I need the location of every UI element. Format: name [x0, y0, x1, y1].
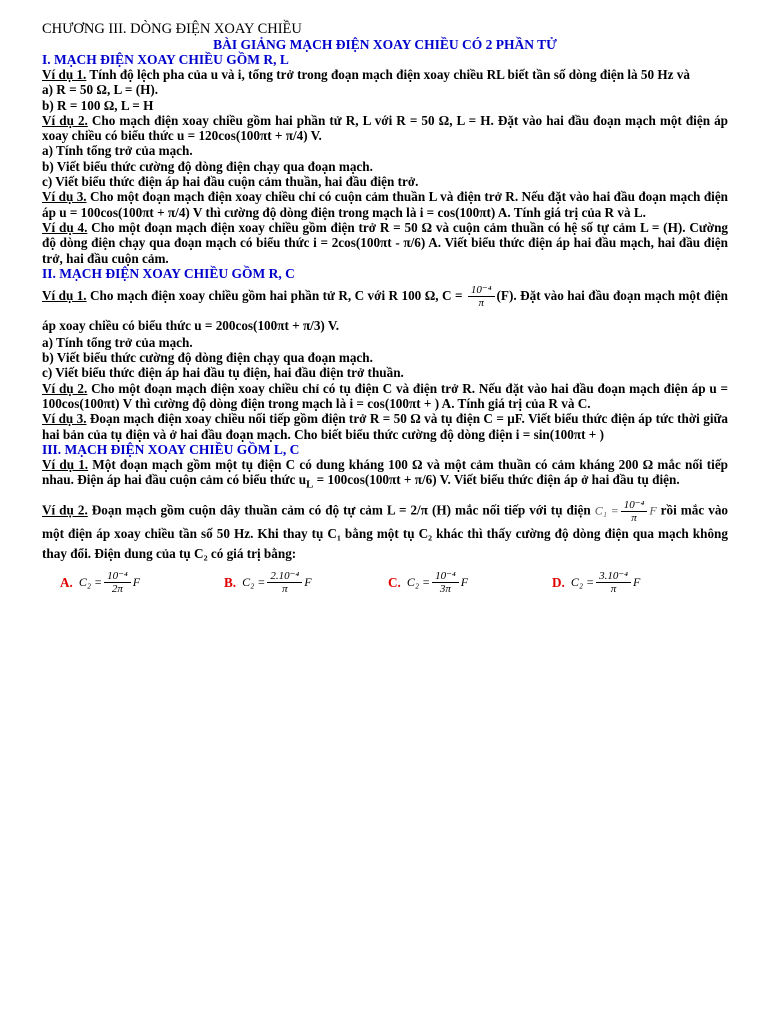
example-line: b) R = 100 Ω, L = H	[42, 97, 154, 113]
fraction-numerator: 2.10⁻⁴	[267, 570, 302, 583]
example-text: Đoạn mạch gồm cuộn dây thuần cảm có độ tự cảm L = 2/π (H) mắc nối tiếp với tụ điện	[87, 502, 595, 518]
fraction-numerator: 10⁻⁴	[104, 570, 131, 583]
section-1-example-4	[42, 220, 728, 266]
example-label: Ví dụ 3.	[42, 189, 87, 205]
section-3-example-1	[42, 457, 728, 493]
fraction-denominator: π	[478, 297, 484, 310]
section-1-example-3	[42, 189, 728, 220]
section-1-heading: I. MẠCH ĐIỆN XOAY CHIỀU GỒM R, L	[42, 52, 289, 67]
example-text: Cho mạch điện xoay chiều gồm hai phần tử R, L với R = 50 Ω, L = H. Đặt vào hai đầu đoạn mạch một điện áp xoay chiều có biểu thức u = 120cos(100πt + π/4) V.	[42, 112, 728, 144]
example-text: Cho một đoạn mạch điện xoay chiều gồm điện trở R = 50 Ω và cuộn cảm thuần có hệ số tự cảm L = (H). Cường độ dòng điện chạy qua đoạn mạch có biểu thức i = 2cos(100πt - π/6) A. Viết biểu thức điện áp hai đầu mạch, hai đầu điện trở, hai đầu cuộn cảm.	[42, 219, 728, 266]
section-1-example-2	[42, 113, 728, 144]
answer-option-c[interactable]	[388, 570, 552, 595]
example-line: a) R = 50 Ω, L = (H).	[42, 82, 159, 98]
fraction-numerator: 3.10⁻⁴	[596, 570, 631, 583]
c1-lhs: C₁ =	[594, 503, 619, 518]
example-text: Cho một đoạn mạch điện xoay chiều chỉ có tụ điện C và điện trở R. Nếu đặt vào hai đầu đoạn mạch điện áp u = 100cos(100πt) V thì cường độ dòng điện trong mạch là i = cos(100πt + ) A. Tính giá trị của R và C.	[42, 380, 728, 412]
fraction-numerator: 10⁻⁴	[468, 284, 495, 297]
answer-unit: F	[460, 575, 469, 590]
answer-option-a[interactable]	[60, 570, 224, 595]
example-line: a) Tính tổng trở của mạch.	[42, 334, 193, 350]
example-label: Ví dụ 3.	[42, 411, 87, 427]
answer-fraction	[596, 570, 631, 595]
answer-lhs: C₂ =	[242, 575, 266, 590]
answer-lhs: C₂ =	[406, 575, 431, 590]
section-2-example-3	[42, 411, 728, 442]
lesson-title: BÀI GIẢNG MẠCH ĐIỆN XOAY CHIỀU CÓ 2 PHẦN TỬ	[213, 37, 557, 52]
fraction-denominator: π	[610, 583, 617, 596]
answer-letter: D.	[552, 575, 565, 591]
answer-letter: C.	[388, 575, 401, 591]
document-content	[42, 20, 728, 595]
fraction-denominator: 3π	[439, 583, 451, 596]
example-line: c) Viết biểu thức điện áp hai đầu tụ điện, hai đầu điện trở thuần.	[42, 365, 404, 381]
fraction-denominator: π	[631, 512, 637, 525]
example-label: Ví dụ 2.	[42, 502, 88, 518]
answer-formula	[571, 570, 641, 595]
example-label: Ví dụ 1.	[42, 287, 87, 303]
example-text: Một đoạn mạch gồm một tụ điện C có dung kháng 100 Ω và một cảm thuần có cảm kháng 200 Ω mắc nối tiếp nhau. Điện áp hai đầu cuộn cảm có biểu thức u	[42, 456, 729, 488]
fraction-numerator: 10⁻⁴	[621, 499, 648, 512]
answer-fraction	[267, 570, 302, 595]
answer-letter: A.	[60, 575, 73, 591]
answer-option-b[interactable]	[224, 570, 388, 595]
answer-unit: F	[304, 575, 312, 590]
section-2-example-1	[42, 281, 728, 341]
capacitance-fraction	[468, 284, 495, 309]
example-label: Ví dụ 1.	[42, 456, 89, 472]
section-3-heading: III. MẠCH ĐIỆN XOAY CHIỀU GỒM L, C	[42, 441, 300, 457]
chapter-heading: CHƯƠNG III. DÒNG ĐIỆN XOAY CHIỀU	[42, 21, 302, 37]
answer-option-d[interactable]	[552, 570, 716, 595]
c1-unit: F	[649, 503, 657, 518]
example-text: = 100cos(100πt + π/6) V. Viết biểu thức điện áp ở hai đầu tụ điện.	[313, 472, 680, 488]
example-label: Ví dụ 2.	[42, 380, 88, 396]
example-line: a) Tính tổng trở của mạch.	[42, 143, 193, 159]
answer-fraction	[432, 570, 459, 595]
example-line: b) Viết biểu thức cường độ dòng điện chạy qua đoạn mạch.	[42, 158, 373, 174]
answer-letter: B.	[224, 575, 237, 591]
answer-fraction	[104, 570, 131, 595]
answer-unit: F	[132, 575, 141, 590]
example-label: Ví dụ 2.	[42, 112, 88, 128]
answer-formula	[242, 570, 312, 595]
section-1-example-1	[42, 67, 728, 82]
answer-unit: F	[633, 575, 641, 590]
example-text: rồi mắc vào một điện áp xoay chiều tần số 50 Hz. Khi thay tụ C₁ bằng một tụ C₂ khác thì thấy cường độ dòng điện qua mạch không thay đổi. Điện dung của tụ C₂ có giá trị bằng:	[42, 502, 729, 562]
example-text: Cho một đoạn mạch điện xoay chiều chỉ có cuộn cảm thuần L và điện trở R. Nếu đặt vào hai đầu đoạn mạch điện áp u = 100cos(100πt + π/4) V thì cường độ dòng điện trong mạch là i = cos(100πt) A. Tính giá trị của R và L.	[42, 189, 729, 220]
example-text: Cho mạch điện xoay chiều gồm hai phần tử R, C với R 100 Ω, C =	[86, 287, 466, 303]
example-text: Tính độ lệch pha của u và i, tổng trở trong đoạn mạch điện xoay chiều RL biết tần số dòng điện là 50 Hz và	[86, 67, 690, 82]
answer-formula	[407, 570, 468, 595]
answer-formula	[79, 570, 140, 595]
fraction-numerator: 10⁻⁴	[432, 570, 459, 583]
subscript: L	[306, 478, 314, 491]
c1-fraction	[621, 499, 648, 524]
section-2-heading: II. MẠCH ĐIỆN XOAY CHIỀU GỒM R, C	[42, 265, 295, 281]
example-text: Đoạn mạch điện xoay chiều nối tiếp gồm điện trở R = 50 Ω và tụ điện C = μF. Viết biểu thức điện áp tức thời giữa hai bản của tụ điện và ở hai đầu đoạn mạch. Cho biết biểu thức cường độ dòng điện i = sin(100πt + )	[42, 411, 728, 442]
answer-options	[42, 570, 728, 595]
example-label: Ví dụ 1.	[42, 67, 87, 82]
answer-lhs: C₂ =	[570, 575, 595, 590]
section-3-example-2	[42, 499, 728, 564]
example-text: (F). Đặt vào hai đầu đoạn mạch một điện áp xoay chiều có biểu thức u = 200cos(100πt + π/3) V.	[42, 287, 729, 333]
example-line: b) Viết biểu thức cường độ dòng điện chạy qua đoạn mạch.	[42, 350, 373, 366]
section-2-example-2	[42, 381, 728, 412]
example-label: Ví dụ 4.	[42, 219, 88, 235]
fraction-denominator: 2π	[111, 583, 123, 596]
example-line: c) Viết biểu thức điện áp hai đầu cuộn cảm thuần, hai đầu điện trở.	[42, 174, 419, 190]
fraction-denominator: π	[282, 583, 288, 596]
answer-lhs: C₂ =	[78, 575, 103, 590]
